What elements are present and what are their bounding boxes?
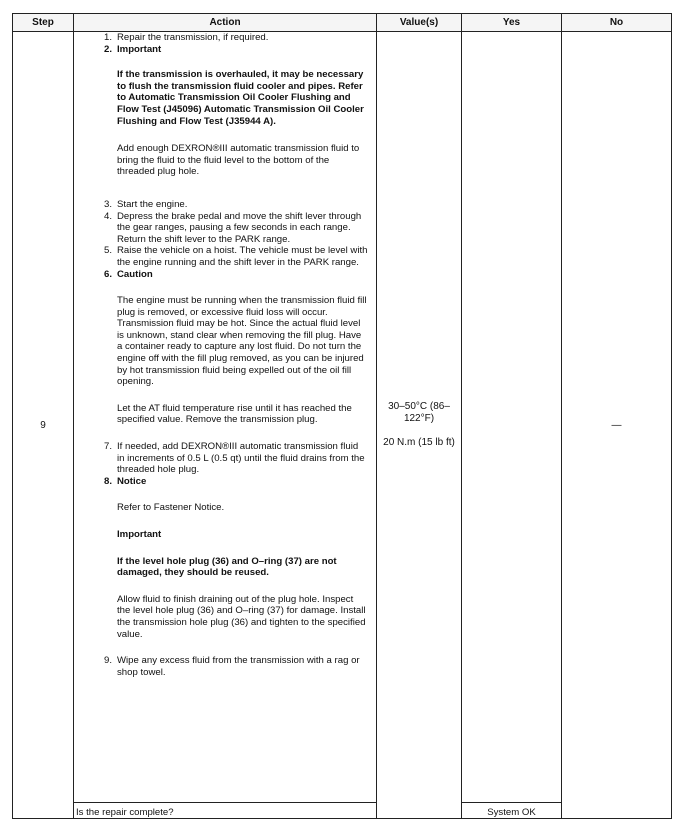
- step-number: 9: [13, 32, 74, 819]
- notice-label: Notice: [117, 475, 147, 487]
- no-result: —: [562, 32, 672, 819]
- procedure-table: [12, 13, 672, 819]
- list-item: [74, 199, 376, 211]
- item-text: Wipe any excess fluid from the transmission with a rag or shop towel.: [117, 655, 360, 678]
- caution-label: Caution: [117, 268, 153, 280]
- header-yes: Yes: [462, 14, 562, 32]
- yes-cell-top: [462, 32, 562, 803]
- list-item: [74, 245, 376, 268]
- item-number: 6.: [103, 268, 112, 280]
- torque-value: 20 N.m (15 lb ft): [383, 437, 455, 448]
- header-action: Action: [74, 14, 377, 32]
- header-values: Value(s): [377, 14, 462, 32]
- yes-result: System OK: [462, 803, 562, 819]
- header-no: No: [562, 14, 672, 32]
- item-text: Repair the transmission, if required.: [117, 32, 269, 43]
- header-step: Step: [13, 14, 74, 32]
- fastener-notice-text: Refer to Fastener Notice.: [117, 502, 225, 514]
- item-text: If needed, add DEXRON®III automatic transmission fluid in increments of 0.5 L (0.5 qt) until the fluid drains from the threaded hole plug.: [117, 441, 365, 476]
- drain-text: Allow fluid to finish draining out of the plug hole. Inspect the level hole plug (36) and O–ring (37) for damage. Install the transmission hole plug (36) and tighten to the specified value.: [117, 593, 366, 640]
- item-number: 8.: [103, 475, 112, 487]
- temperature-value: 30–50°C (86–122°F): [388, 401, 450, 424]
- item-text: Depress the brake pedal and move the shift lever through the gear ranges, pausing a few seconds in each range. Return the shift lever to the PARK range.: [117, 210, 362, 245]
- item-number: 5.: [103, 245, 112, 257]
- caution-text: The engine must be running when the transmission fluid fill plug is removed, or excessive fluid loss will occur. Transmission fluid may be hot. Since the actual fluid level is unknown, stand clear when removing the fill plug. Have a container ready to capture any lost fluid. Do not turn the engine off with the fill plug removed, as you can be injured by hot transmission fluid being expelled out of the oil fill opening.: [117, 295, 367, 388]
- list-item: [74, 655, 376, 678]
- add-fluid-text: Add enough DEXRON®III automatic transmission fluid to bring the fluid to the fluid level to the bottom of the threaded plug hole.: [117, 143, 360, 178]
- header-row: [13, 14, 672, 32]
- temp-rise-text: Let the AT fluid temperature rise until it has reached the specified value. Remove the transmission plug.: [117, 402, 352, 426]
- list-item: [74, 269, 376, 281]
- item-text: Raise the vehicle on a hoist. The vehicle must be level with the engine running and the shift lever in the PARK range.: [117, 245, 368, 268]
- important-label: Important: [117, 43, 162, 55]
- item-number: 2.: [103, 43, 112, 55]
- list-item: [74, 476, 376, 488]
- important-label-2: Important: [117, 529, 162, 540]
- list-item: [74, 32, 376, 44]
- item-number: 7.: [103, 441, 112, 453]
- item-number: 1.: [103, 32, 112, 43]
- important-note-2: If the level hole plug (36) and O–ring (37) are not damaged, they should be reused.: [117, 555, 337, 579]
- important-note: If the transmission is overhauled, it may be necessary to flush the transmission fluid cooler and pipes. Refer to Automatic Transmission Oil Cooler Flushing and Flow Test (J45096) Automatic Transmission Oil Cooler Flushing and Flow Test (J35944 A).: [117, 69, 364, 127]
- step-row: [13, 32, 672, 803]
- list-item: [74, 441, 376, 476]
- item-number: 4.: [103, 210, 112, 222]
- item-text: Start the engine.: [117, 198, 188, 210]
- values-cell: [377, 32, 462, 819]
- list-item: [74, 211, 376, 246]
- action-cell: [74, 32, 377, 803]
- item-number: 9.: [103, 655, 112, 667]
- list-item: [74, 44, 376, 56]
- repair-question: Is the repair complete?: [74, 803, 377, 819]
- item-number: 3.: [103, 198, 112, 210]
